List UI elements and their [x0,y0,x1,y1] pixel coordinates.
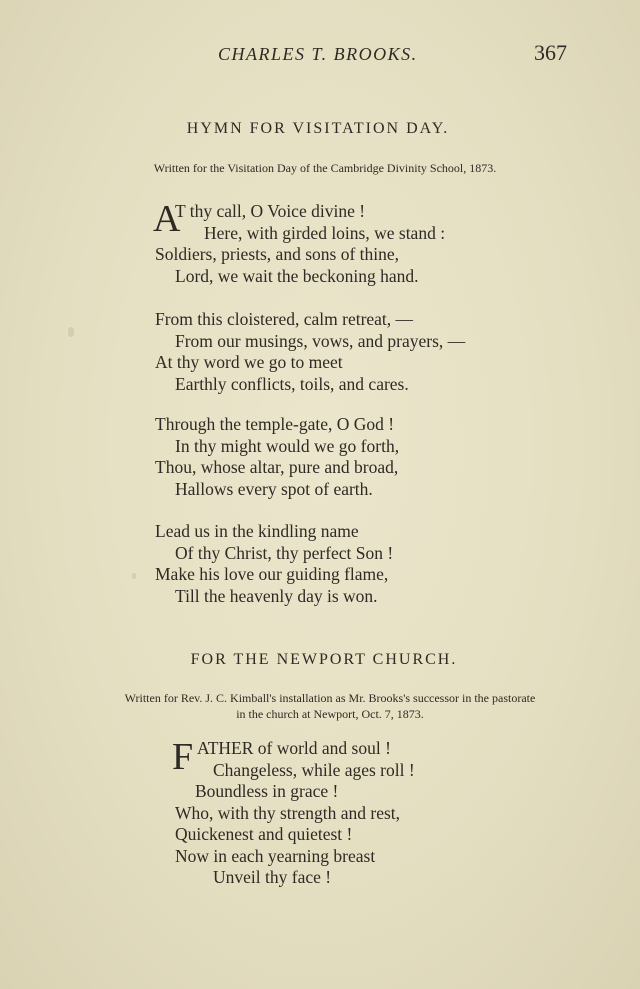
stanza-3 [155,414,399,500]
verse-line: From this cloistered, calm retreat, — [155,309,414,329]
verse-line: ATHER of world and soul ! [197,738,391,758]
verse-line: Boundless in grace ! [195,781,339,801]
paper-speck [68,327,74,337]
page-number: 367 [534,40,567,65]
paper-speck [132,573,136,579]
verse-line: Who, with thy strength and rest, [175,802,401,823]
verse-line: T thy call, O Voice divine ! [175,201,366,221]
verse-line: Changeless, while ages roll ! [213,759,415,780]
drop-cap-a: A [153,198,181,240]
hymn-subtitle-newport-church [70,690,590,722]
verse-line: Till the heavenly day is won. [175,585,378,606]
verse-line: From our musings, vows, and prayers, — [175,330,466,351]
verse-line: Thou, whose altar, pure and broad, [155,457,399,477]
verse-line: Soldiers, priests, and sons of thine, [155,244,400,264]
verse-line: Earthly conflicts, toils, and cares. [175,373,409,394]
verse-line: Of thy Christ, thy perfect Son ! [175,542,394,563]
verse-line: At thy word we go to meet [155,352,343,372]
verse-line: Quickenest and quietest ! [175,824,353,844]
running-head: CHARLES T. BROOKS. [218,44,418,64]
stanza-1 [153,198,446,287]
subtitle-line: in the church at Newport, Oct. 7, 1873. [236,707,424,721]
verse-line: Through the temple-gate, O God ! [155,414,395,434]
hymn-title-newport-church: FOR THE NEWPORT CHURCH. [190,651,458,668]
stanza-newport [175,738,415,889]
verse-line: Lead us in the kindling name [155,521,359,541]
drop-cap-f: F [172,736,194,778]
verse-line: Make his love our guiding flame, [155,564,389,584]
stanza-2 [155,309,465,395]
verse-line: Here, with girded loins, we stand : [204,222,446,243]
stanza-4 [155,521,393,607]
hymn-subtitle-visitation-day: Written for the Visitation Day of the Cambridge Divinity School, 1873. [153,161,497,175]
verse-line: In thy might would we go forth, [175,435,400,456]
hymn-title-visitation-day: HYMN FOR VISITATION DAY. [186,120,450,137]
verse-line: Hallows every spot of earth. [175,478,373,499]
verse-line: Lord, we wait the beckoning hand. [175,265,419,286]
verse-line: Unveil thy face ! [213,867,332,887]
subtitle-line: Written for Rev. J. C. Kimball's installation as Mr. Brooks's successor in the pastorate [124,691,536,705]
verse-line: Now in each yearning breast [175,845,376,866]
